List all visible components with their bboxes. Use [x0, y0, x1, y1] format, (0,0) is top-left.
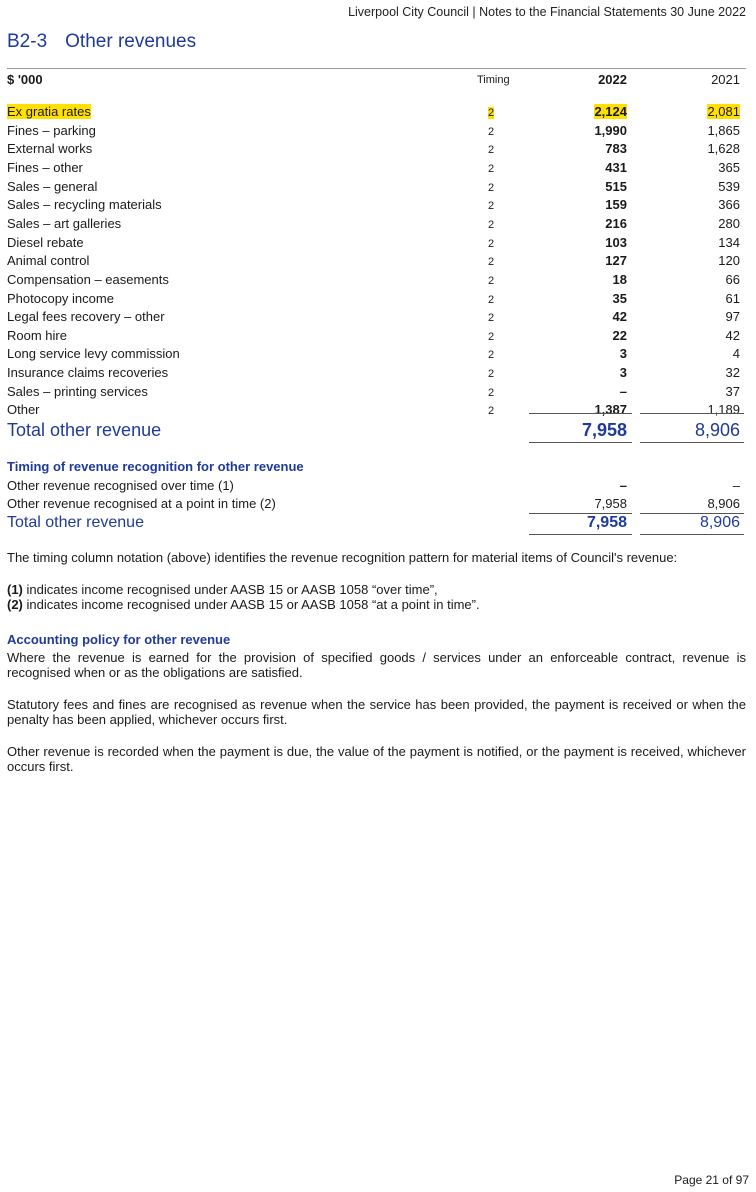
row-timing: 2: [488, 368, 495, 381]
row-value-2022: 3: [619, 346, 627, 362]
row-value-2021: 97: [725, 309, 740, 325]
year-2021-header: 2021: [711, 72, 740, 87]
row-label: Sales – general: [7, 178, 98, 194]
subtotal-rule-2022: [529, 413, 632, 414]
policy-title: Accounting policy for other revenue: [7, 632, 231, 647]
row-value-2021: 134: [718, 234, 740, 250]
row-timing: 2: [488, 181, 495, 194]
section-number: B2-3: [7, 31, 48, 52]
row-value-2022: 783: [605, 141, 627, 157]
timing-total-rule-2021: [640, 534, 744, 535]
row-value-2021: 2,081: [707, 104, 740, 119]
row-timing: 2: [488, 200, 495, 213]
row-value-2022: 431: [605, 159, 627, 175]
row-value-2022: –: [619, 383, 627, 399]
row-label: Compensation – easements: [7, 271, 169, 287]
table-row: [7, 272, 746, 290]
table-row: [7, 309, 746, 327]
table-row: [7, 253, 746, 271]
total-2022: 7,958: [581, 420, 627, 440]
note-1-key: (1): [7, 582, 23, 597]
row-label: Insurance claims recoveries: [7, 365, 169, 381]
row-value-2022: 22: [612, 327, 627, 343]
timing-section-title: Timing of revenue recognition for other revenue: [7, 459, 304, 474]
row-timing: 2: [488, 293, 495, 306]
row-value-2021: 366: [718, 197, 740, 213]
row-timing: 2: [488, 107, 495, 119]
row-timing: 2: [488, 274, 495, 287]
row-label: Ex gratia rates: [7, 104, 91, 119]
row-timing: 2: [488, 144, 495, 157]
total-other-revenue-row: [7, 420, 746, 444]
table-row: [7, 123, 746, 141]
row-timing: 2: [488, 125, 495, 138]
row-value-2022: 3: [619, 365, 627, 381]
section-title-text: Other revenues: [65, 31, 197, 52]
row-label: Long service levy commission: [7, 346, 180, 362]
note-1-text: indicates income recognised under AASB 15 or AASB 1058 “over time”,: [22, 582, 438, 597]
row-label: Sales – art galleries: [7, 215, 122, 231]
timing-total-label: Total other revenue: [7, 514, 144, 531]
row-label: Fines – other: [7, 159, 83, 175]
timing-row-2021: 8,906: [707, 496, 740, 511]
total-2021: 8,906: [694, 420, 740, 440]
row-label: Sales – printing services: [7, 383, 148, 399]
row-timing: 2: [488, 218, 495, 231]
table-row: [7, 160, 746, 178]
row-value-2022: 515: [605, 178, 627, 194]
timing-row-point-in-time: [7, 496, 746, 514]
row-value-2021: 1,865: [707, 122, 740, 138]
section-title: [7, 31, 196, 53]
row-value-2022: 18: [612, 271, 627, 287]
total-rule-2022: [529, 442, 632, 443]
timing-row-label: Other revenue recognised over time (1): [7, 478, 234, 493]
policy-paragraph-2: Statutory fees and fines are recognised as revenue when the service has been provided, the payment is received or when the penalty has been applied, whichever occurs first.: [7, 697, 746, 727]
row-label: Diesel rebate: [7, 234, 84, 250]
table-column-header: [7, 72, 746, 90]
table-row: [7, 235, 746, 253]
row-label: Room hire: [7, 327, 67, 343]
table-row: [7, 402, 746, 420]
row-timing: 2: [488, 312, 495, 325]
table-row: [7, 141, 746, 159]
row-label: Animal control: [7, 253, 90, 269]
row-value-2021: 42: [725, 327, 740, 343]
row-timing: 2: [488, 349, 495, 362]
timing-total-2021: 8,906: [699, 514, 740, 531]
policy-paragraph-1: Where the revenue is earned for the provision of specified goods / services under an enforceable contract, revenue is recognised when or as the obligations are satisfied.: [7, 650, 746, 680]
row-value-2022: 159: [605, 197, 627, 213]
timing-header: Timing: [477, 74, 510, 86]
row-value-2022: 103: [605, 234, 627, 250]
row-timing: 2: [488, 162, 495, 175]
row-value-2022: 42: [612, 309, 627, 325]
table-row: [7, 384, 746, 402]
row-value-2022: 35: [612, 290, 627, 306]
row-value-2021: 539: [718, 178, 740, 194]
row-value-2022: 1,387: [594, 402, 627, 418]
table-row: [7, 216, 746, 234]
timing-row-2022: –: [619, 478, 627, 493]
timing-row-label: Other revenue recognised at a point in time (2): [7, 496, 276, 511]
table-row: [7, 291, 746, 309]
row-value-2021: 66: [725, 271, 740, 287]
table-row: [7, 328, 746, 346]
timing-total-row: [7, 514, 746, 538]
row-timing: 2: [488, 237, 495, 250]
table-row: [7, 179, 746, 197]
table-row: [7, 365, 746, 383]
timing-total-rule-2022: [529, 534, 632, 535]
row-value-2021: 1,189: [707, 402, 740, 418]
timing-total-2022: 7,958: [586, 514, 627, 531]
total-rule-2021: [640, 442, 744, 443]
row-value-2021: 1,628: [707, 141, 740, 157]
row-label: External works: [7, 141, 93, 157]
timing-row-2021: –: [732, 478, 740, 493]
row-timing: 2: [488, 386, 495, 399]
row-timing: 2: [488, 330, 495, 343]
row-timing: 2: [488, 256, 495, 269]
row-value-2022: 1,990: [594, 122, 627, 138]
subtotal-rule-2021: [640, 413, 744, 414]
row-value-2022: 127: [605, 253, 627, 269]
timing-note-2: [7, 597, 746, 612]
row-label: Other: [7, 402, 40, 418]
row-value-2021: 120: [718, 253, 740, 269]
row-label: Photocopy income: [7, 290, 114, 306]
timing-row-2022: 7,958: [594, 496, 627, 511]
table-row: [7, 104, 746, 122]
year-2022-header: 2022: [598, 72, 627, 87]
row-value-2021: 280: [718, 215, 740, 231]
row-label: Sales – recycling materials: [7, 197, 162, 213]
timing-intro-text: The timing column notation (above) identifies the revenue recognition pattern for material items of Council's revenue:: [7, 550, 678, 565]
row-value-2021: 61: [725, 290, 740, 306]
note-2-text: indicates income recognised under AASB 15 or AASB 1058 “at a point in time”.: [22, 597, 480, 612]
table-row: [7, 197, 746, 215]
header-rule: [7, 68, 746, 69]
row-value-2022: 2,124: [594, 104, 627, 119]
row-timing: 2: [488, 405, 495, 418]
row-value-2022: 216: [605, 215, 627, 231]
total-label: Total other revenue: [7, 420, 162, 440]
row-value-2021: 37: [725, 383, 740, 399]
page-header: Liverpool City Council | Notes to the Financial Statements 30 June 2022: [348, 5, 746, 19]
row-label: Legal fees recovery – other: [7, 309, 165, 325]
unit-label: $ '000: [7, 72, 43, 87]
timing-note-1: [7, 582, 746, 597]
row-value-2021: 32: [725, 365, 740, 381]
row-label: Fines – parking: [7, 122, 96, 138]
timing-row-over-time: [7, 478, 746, 496]
table-row: [7, 346, 746, 364]
policy-paragraph-3: Other revenue is recorded when the payment is due, the value of the payment is notified, or the payment is received, whichever occurs first.: [7, 744, 746, 774]
row-value-2021: 365: [718, 159, 740, 175]
note-2-key: (2): [7, 597, 23, 612]
row-value-2021: 4: [732, 346, 740, 362]
page-number: Page 21 of 97: [674, 1173, 749, 1187]
